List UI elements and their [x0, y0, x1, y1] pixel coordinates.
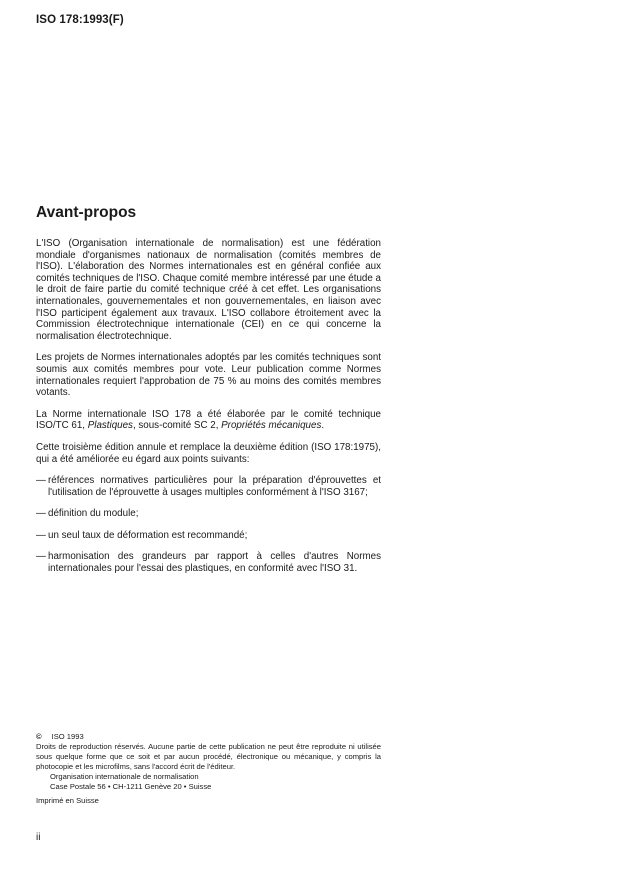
- copyright-block: [36, 732, 381, 806]
- copyright-line: [36, 732, 381, 742]
- list-dash: —: [36, 551, 46, 563]
- list-item: [36, 551, 381, 574]
- p3-text-1: La Norme internationale ISO 178 a été élaborée par le comité technique ISO/TC 61,: [36, 408, 381, 432]
- organisation-name: Organisation internationale de normalisation: [50, 772, 199, 781]
- list-item: [36, 475, 381, 498]
- list-dash: —: [36, 529, 46, 541]
- p3-text-2: , sous-comité SC 2,: [132, 420, 222, 432]
- document-id-header: ISO 178:1993(F): [36, 14, 124, 26]
- section-title: Avant-propos: [36, 204, 137, 221]
- list-item-text: définition du module;: [48, 508, 139, 520]
- paragraph-iso-organisation: L'ISO (Organisation internationale de normalisation) est une fédération mondiale d'organismes nationaux de normalisation (comités membres de l'ISO). L'élaboration des Normes internationales est en général confiée aux comités techniques de l'ISO. Chaque comité membre intéressé par une étude a le droit de faire partie du comité technique créé à cet effet. Les organisations internationales, gouvernementales et non gouvernementales, en liaison avec l'ISO participent également aux travaux. L'ISO collabore étroitement avec la Commission électrotechnique internationale (CEI) en ce qui concerne la normalisation électrotechnique.: [36, 238, 381, 342]
- changes-list: [36, 475, 381, 575]
- list-item: [36, 530, 381, 542]
- paragraph-iso178-prepared: [36, 409, 381, 432]
- copyright-symbol: ©: [36, 732, 42, 741]
- foreword-body: [36, 238, 381, 585]
- postal-address: Case Postale 56 • CH-1211 Genève 20 • Suisse: [50, 782, 212, 791]
- printed-in: Imprimé en Suisse: [36, 796, 99, 805]
- list-item: [36, 508, 381, 520]
- page-number: ii: [36, 832, 41, 843]
- copyright-year: ISO 1993: [51, 732, 84, 741]
- list-item-text: références normatives particulières pour la préparation d'éprouvettes et l'utilisation de l'éprouvette à usages multiples conformément à l'ISO 3167;: [48, 475, 381, 498]
- p3-text-3: .: [321, 420, 325, 432]
- list-item-text: un seul taux de déformation est recommandé;: [48, 529, 248, 541]
- paragraph-draft-standards: Les projets de Normes internationales adoptés par les comités techniques sont soumis aux comités membres pour vote. Leur publication comme Normes internationales requiert l'approbation de 75 % au moins des comités membres votants.: [36, 352, 381, 399]
- paragraph-third-edition: Cette troisième édition annule et remplace la deuxième édition (ISO 178:1975), qui a été améliorée eu égard aux points suivants:: [36, 441, 381, 465]
- p3-italic-plastiques: Plastiques: [87, 420, 133, 432]
- rights-reserved-text: Droits de reproduction réservés. Aucune partie de cette publication ne peut être reproduite ni utilisée sous quelque forme que ce soit et par aucun procédé, électronique ou mécanique, y compris la photocopie et les microfilms, sans l'accord écrit de l'éditeur.: [36, 742, 381, 771]
- list-item-text: harmonisation des grandeurs par rapport à celles d'autres Normes internationales pour l'essai des plastiques, en conformité avec l'ISO 31.: [48, 551, 381, 575]
- list-dash: —: [36, 475, 46, 487]
- list-dash: —: [36, 508, 46, 520]
- p3-italic-proprietes: Propriétés mécaniques: [221, 420, 322, 432]
